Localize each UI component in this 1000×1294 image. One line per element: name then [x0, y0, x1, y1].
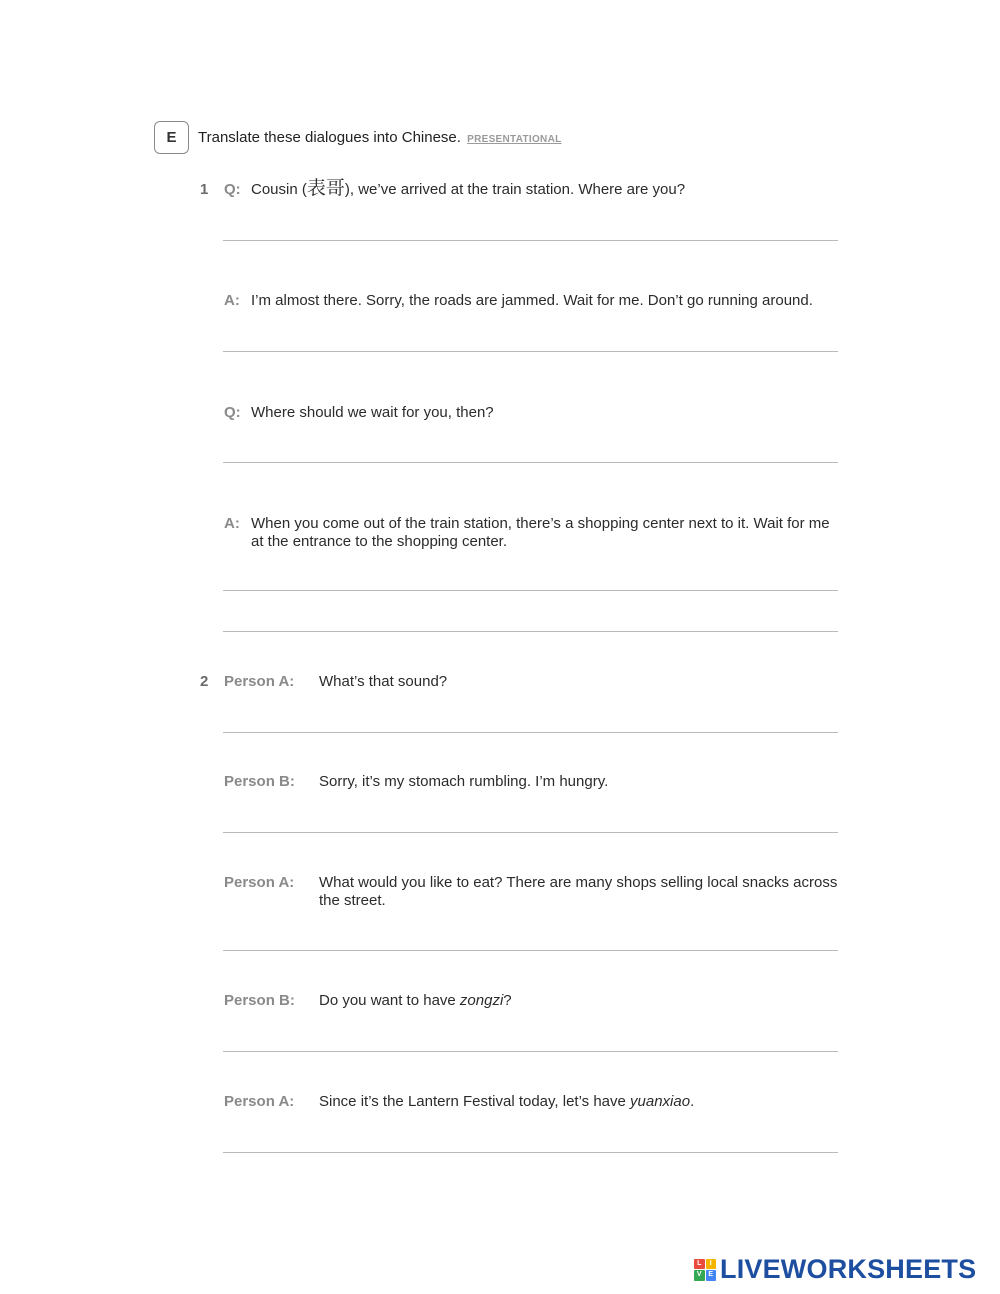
speaker-label: Person B:: [224, 773, 295, 790]
liveworksheets-logo[interactable]: [694, 1254, 976, 1285]
logo-icon-letter: L: [694, 1259, 705, 1270]
answer-line[interactable]: [223, 1051, 838, 1052]
dialogue-label: Q:: [224, 404, 241, 421]
answer-line[interactable]: [223, 950, 838, 951]
italic-term: yuanxiao: [630, 1093, 691, 1110]
answer-line[interactable]: [223, 351, 838, 352]
dialogue-text: What would you like to eat? There are many shops selling local snacks across the street.: [319, 874, 838, 909]
dialogue-text: [319, 992, 841, 1010]
dialogue-text-part: .: [690, 1093, 695, 1110]
speaker-label: Person A:: [224, 1093, 295, 1110]
section-letter-badge: E: [154, 121, 189, 154]
answer-line[interactable]: [223, 732, 838, 733]
chinese-term: 表哥: [306, 177, 345, 199]
answer-line[interactable]: [223, 240, 838, 241]
speaker-label: Person A:: [224, 874, 295, 891]
answer-line[interactable]: [223, 1152, 838, 1153]
exercise-number-2: 2: [200, 673, 209, 690]
dialogue-text: Sorry, it’s my stomach rumbling. I’m hungry.: [319, 773, 609, 790]
answer-line[interactable]: [223, 590, 838, 591]
answer-line[interactable]: [223, 631, 838, 632]
dialogue-text: When you come out of the train station, there’s a shopping center next to it. Wait for me at the entrance to the shopping center.: [251, 515, 830, 550]
exercise-number-1: 1: [200, 181, 209, 198]
dialogue-text-part: Cousin (: [251, 181, 307, 198]
answer-line[interactable]: [223, 462, 838, 463]
dialogue-text: Where should we wait for you, then?: [251, 404, 494, 421]
presentational-tag: PRESENTATIONAL: [467, 134, 562, 145]
logo-text: LIVEWORKSHEETS: [720, 1254, 977, 1284]
dialogue-text: [319, 1093, 841, 1111]
logo-icon: [694, 1259, 716, 1281]
logo-icon-letter: I: [706, 1259, 717, 1270]
logo-icon-letter: V: [694, 1270, 705, 1281]
dialogue-label: A:: [224, 292, 240, 309]
dialogue-text-part: Do you want to have: [319, 992, 460, 1009]
instruction-text: [198, 129, 562, 146]
answer-line[interactable]: [223, 832, 838, 833]
instruction-label: Translate these dialogues into Chinese.: [198, 129, 461, 146]
dialogue-text-part: ), we’ve arrived at the train station. Where are you?: [344, 181, 686, 198]
dialogue-text: I’m almost there. Sorry, the roads are jammed. Wait for me. Don’t go running around.: [251, 292, 813, 309]
dialogue-text: What’s that sound?: [319, 673, 448, 690]
dialogue-text-part: Since it’s the Lantern Festival today, let’s have: [319, 1093, 631, 1110]
dialogue-label: Q:: [224, 181, 241, 198]
logo-icon-letter: E: [706, 1270, 717, 1281]
speaker-label: Person A:: [224, 673, 295, 690]
italic-term: zongzi: [459, 992, 504, 1009]
speaker-label: Person B:: [224, 992, 295, 1009]
dialogue-text: [251, 179, 841, 199]
dialogue-text-part: ?: [503, 992, 512, 1009]
dialogue-label: A:: [224, 515, 240, 532]
